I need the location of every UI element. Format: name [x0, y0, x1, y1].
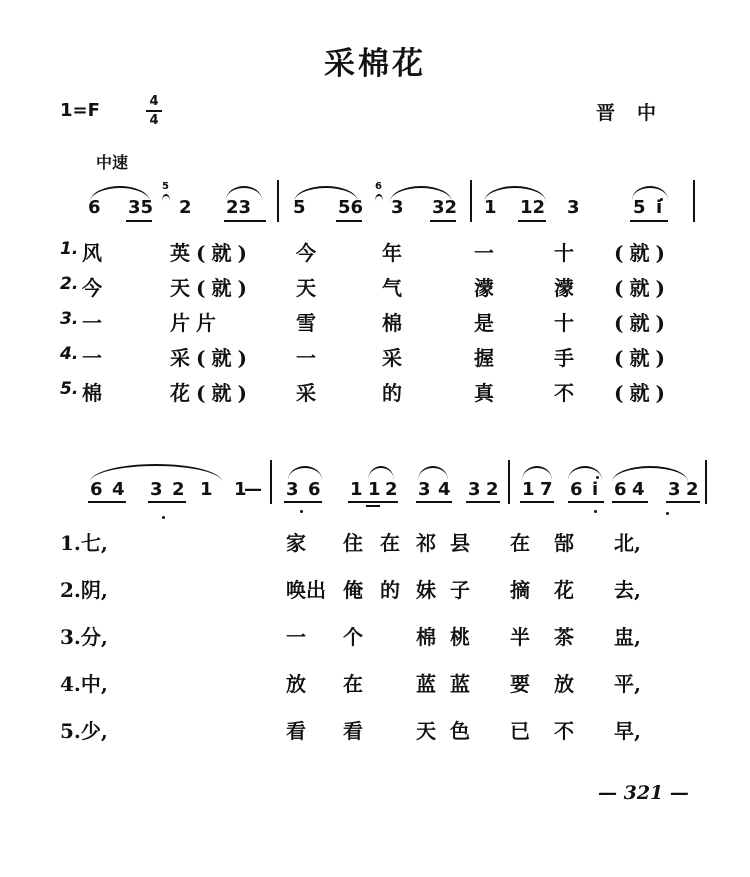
lyric: 一: [82, 346, 108, 370]
tempo-marking: 中速: [96, 153, 129, 172]
lyric: 县: [450, 531, 470, 555]
lyric: (就): [614, 381, 671, 405]
beam: [612, 501, 648, 503]
lyric: 不: [554, 719, 574, 743]
lyric: (就): [614, 311, 671, 335]
beam: [366, 505, 380, 507]
verse-head: 3.分,: [60, 625, 108, 649]
lyric: 放: [286, 672, 306, 696]
origin-label: 晋中: [596, 102, 679, 124]
jianpu-note: 6: [88, 197, 101, 218]
lyric: 在: [510, 531, 530, 555]
lyric: 盅,: [614, 625, 641, 649]
beam: [666, 501, 700, 503]
lyric: 色: [450, 719, 470, 743]
grace-note: 6: [375, 181, 382, 192]
beam: [348, 501, 398, 503]
lyric: 蓝: [416, 672, 436, 696]
verse-head: 2.阴,: [60, 578, 108, 602]
lyric: 郜: [554, 531, 574, 555]
jianpu-note: 2: [385, 479, 398, 500]
lyric: 的: [382, 381, 408, 405]
lyric: 十: [554, 311, 580, 335]
lyric: 早,: [614, 719, 641, 743]
lyric: 桃: [450, 625, 470, 649]
lyric: 风: [82, 241, 108, 265]
lyric: 十: [554, 241, 580, 265]
verse-number: 4.: [60, 344, 79, 364]
verse-head: 1.七,: [60, 531, 108, 555]
lyric: 天(就): [170, 276, 253, 300]
lyric: (就): [614, 241, 671, 265]
lyric: 在: [380, 531, 400, 555]
jianpu-note: 5: [293, 197, 306, 218]
verse-number: 1.: [60, 239, 79, 259]
lyric: 濛: [474, 276, 500, 300]
jianpu-note: 1: [350, 479, 363, 500]
jianpu-note: 6: [614, 479, 627, 500]
lyric: 的: [380, 578, 400, 602]
jianpu-note: 3: [150, 479, 163, 500]
lyric: 今: [296, 241, 322, 265]
lyric: 蓝: [450, 672, 470, 696]
lyric: 北,: [614, 531, 641, 555]
lyric: 握: [474, 346, 500, 370]
jianpu-note: 1: [200, 479, 213, 500]
lyric: 在: [343, 672, 363, 696]
lyric: 要: [510, 672, 530, 696]
lyric: 年: [382, 241, 408, 265]
page-number: — 321 —: [598, 782, 689, 804]
jianpu-note: 56: [338, 197, 364, 218]
lyric: 平,: [614, 672, 641, 696]
jianpu-note: 1: [484, 197, 497, 218]
jianpu-note: 3: [668, 479, 681, 500]
octave-dot: [162, 516, 165, 519]
jianpu-note: 2: [486, 479, 499, 500]
lyric: 祁: [416, 531, 436, 555]
lyric: 一: [474, 241, 500, 265]
lyric: 看: [343, 719, 363, 743]
jianpu-note: 3: [468, 479, 481, 500]
meter-top: 4: [149, 94, 159, 109]
jianpu-note: 3: [286, 479, 299, 500]
lyric: 一: [82, 311, 108, 335]
jianpu-note: 3: [418, 479, 431, 500]
jianpu-note: 3: [391, 197, 404, 218]
jianpu-note: 2: [179, 197, 192, 218]
lyric: 棉: [82, 381, 108, 405]
lyric: 住: [343, 531, 363, 555]
lyric: 真: [474, 381, 500, 405]
jianpu-note: 4: [438, 479, 451, 500]
jianpu-note: 23: [226, 197, 252, 218]
lyric: 是: [474, 311, 500, 335]
jianpu-note: 2: [172, 479, 185, 500]
lyric: 去,: [614, 578, 641, 602]
jianpu-note: 7: [540, 479, 553, 500]
lyric: (就): [614, 346, 671, 370]
slur: [418, 466, 448, 480]
jianpu-note: 4: [112, 479, 125, 500]
octave-dot: [666, 512, 669, 515]
jianpu-note: 4: [632, 479, 645, 500]
jianpu-note: 35: [128, 197, 154, 218]
jianpu-note: 32: [432, 197, 458, 218]
lyric: 气: [382, 276, 408, 300]
lyric: 已: [510, 719, 530, 743]
lyric: 茶: [554, 625, 574, 649]
lyric: 个: [343, 625, 363, 649]
lyric: 子: [450, 578, 470, 602]
lyric: 濛: [554, 276, 580, 300]
bar-line: [705, 460, 707, 504]
beam: [284, 501, 322, 503]
lyric: 今: [82, 276, 108, 300]
jianpu-note: 6: [570, 479, 583, 500]
grace-note: 5: [162, 181, 169, 192]
bar-line: [508, 460, 510, 504]
beam: [520, 501, 554, 503]
octave-dot: [594, 510, 597, 513]
lyric: 雪: [296, 311, 322, 335]
meter-bottom: 4: [149, 113, 159, 128]
lyric: 放: [554, 672, 574, 696]
lyric: 不: [554, 381, 580, 405]
jianpu-note: —: [244, 479, 262, 500]
lyric: 手: [554, 346, 580, 370]
beam: [88, 501, 126, 503]
song-title: 采棉花: [324, 46, 426, 82]
lyric: 棉: [382, 311, 408, 335]
lyric: 家: [286, 531, 306, 555]
jianpu-note: 12: [520, 197, 546, 218]
slur: [288, 466, 322, 480]
jianpu-note: i: [656, 197, 663, 218]
octave-dot: [300, 510, 303, 513]
lyric: 棉: [416, 625, 436, 649]
lyric: 一: [296, 346, 322, 370]
beam: [148, 501, 186, 503]
beam: [416, 501, 452, 503]
slur: [522, 466, 552, 480]
lyric: (就): [614, 276, 671, 300]
lyric: 摘: [510, 578, 530, 602]
lyric: 俺: [343, 578, 363, 602]
jianpu-note: i: [592, 479, 599, 500]
jianpu-note: 1: [368, 479, 381, 500]
jianpu-note: 5: [633, 197, 646, 218]
beam: [568, 501, 604, 503]
lyric: 天: [416, 719, 436, 743]
key-signature: 1=F: [60, 100, 100, 121]
jianpu-note: 6: [308, 479, 321, 500]
verse-head: 4.中,: [60, 672, 108, 696]
jianpu-note: 1: [522, 479, 535, 500]
lyric: 天: [296, 276, 322, 300]
lyric: 采: [296, 381, 322, 405]
jianpu-note: 1: [234, 479, 247, 500]
jianpu-note: 2: [686, 479, 699, 500]
lyric: 片片: [170, 311, 222, 335]
lyric: 采: [382, 346, 408, 370]
lyric: 看: [286, 719, 306, 743]
lyric: 采(就): [170, 346, 253, 370]
jianpu-note: 3: [567, 197, 580, 218]
lyric: 花(就): [170, 381, 253, 405]
verse-number: 2.: [60, 274, 79, 294]
slur: [368, 466, 394, 480]
beam: [466, 501, 500, 503]
verse-number: 3.: [60, 309, 79, 329]
bar-line: [270, 460, 272, 504]
verse-number: 5.: [60, 379, 79, 399]
lyric: 半: [510, 625, 530, 649]
jianpu-note: 6: [90, 479, 103, 500]
lyric: 一: [286, 625, 306, 649]
lyric: 花: [554, 578, 574, 602]
verse-head: 5.少,: [60, 719, 108, 743]
lyric: 英(就): [170, 241, 253, 265]
lyric: 妹: [416, 578, 436, 602]
lyric: 唤出: [286, 578, 326, 602]
